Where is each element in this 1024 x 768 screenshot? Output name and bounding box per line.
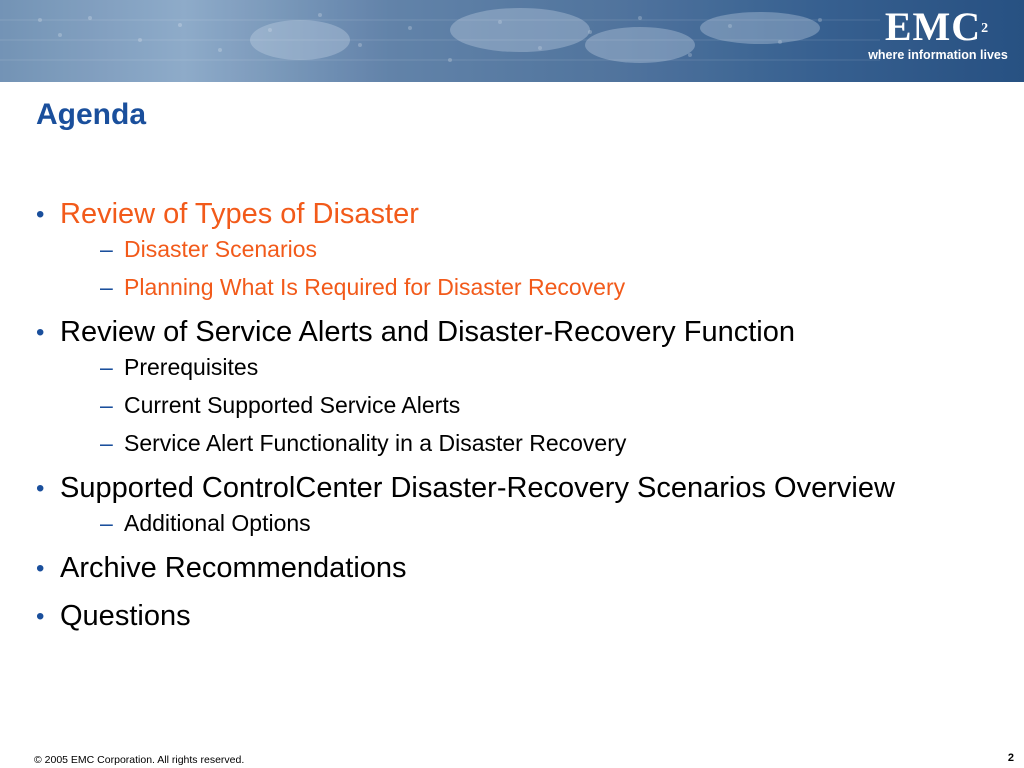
- bullet-icon: •: [36, 201, 45, 228]
- dash-icon: –: [100, 430, 113, 456]
- dash-icon: –: [100, 236, 113, 262]
- agenda-item: [36, 552, 996, 585]
- agenda-subitem-text: Service Alert Functionality in a Disaster Recovery: [124, 430, 627, 456]
- agenda-item: [36, 198, 996, 301]
- agenda-item: [36, 316, 996, 457]
- agenda-subitem-text: Disaster Scenarios: [124, 236, 318, 262]
- agenda-subitems: [60, 236, 996, 301]
- bullet-icon: •: [36, 319, 45, 346]
- dash-icon: –: [100, 510, 113, 536]
- agenda-subitem-text: Current Supported Service Alerts: [124, 392, 461, 418]
- agenda-subitems: [60, 510, 996, 537]
- agenda-subitem: [60, 510, 996, 537]
- agenda-subitems: [60, 354, 996, 457]
- agenda-subitem: [60, 392, 996, 419]
- emc-logo: [868, 6, 1008, 72]
- agenda-subitem-text: Planning What Is Required for Disaster Recovery: [124, 274, 626, 300]
- bullet-icon: •: [36, 475, 45, 502]
- agenda-item-text: Questions: [60, 600, 191, 632]
- agenda-list: [36, 198, 996, 648]
- dash-icon: –: [100, 274, 113, 300]
- agenda-item-text: Review of Types of Disaster: [60, 198, 419, 230]
- agenda-item-text: Archive Recommendations: [60, 552, 407, 584]
- logo-wordmark: EMC$^2$: [884, 4, 990, 49]
- page-number: 2: [1007, 752, 1014, 764]
- agenda-subitem: [60, 236, 996, 263]
- agenda-subitem: [60, 274, 996, 301]
- logo-superscript: 2: [981, 21, 990, 36]
- agenda-subitem: [60, 354, 996, 381]
- dash-icon: –: [100, 392, 113, 418]
- bullet-icon: •: [36, 555, 45, 582]
- agenda-item: [36, 472, 996, 537]
- slide-title: Agenda: [36, 98, 147, 131]
- agenda-subitem: [60, 430, 996, 457]
- agenda-item: [36, 600, 996, 633]
- agenda-item-text: Review of Service Alerts and Disaster-Recovery Function: [60, 316, 795, 348]
- bullet-icon: •: [36, 603, 45, 630]
- copyright-text: © 2005 EMC Corporation. All rights reserved.: [34, 754, 245, 766]
- logo-tagline: where information lives: [868, 48, 1008, 62]
- agenda-subitem-text: Additional Options: [124, 510, 311, 536]
- dash-icon: –: [100, 354, 113, 380]
- agenda-item-text: Supported ControlCenter Disaster-Recovery Scenarios Overview: [60, 472, 895, 504]
- agenda-subitem-text: Prerequisites: [124, 354, 259, 380]
- header-banner: [0, 0, 1024, 82]
